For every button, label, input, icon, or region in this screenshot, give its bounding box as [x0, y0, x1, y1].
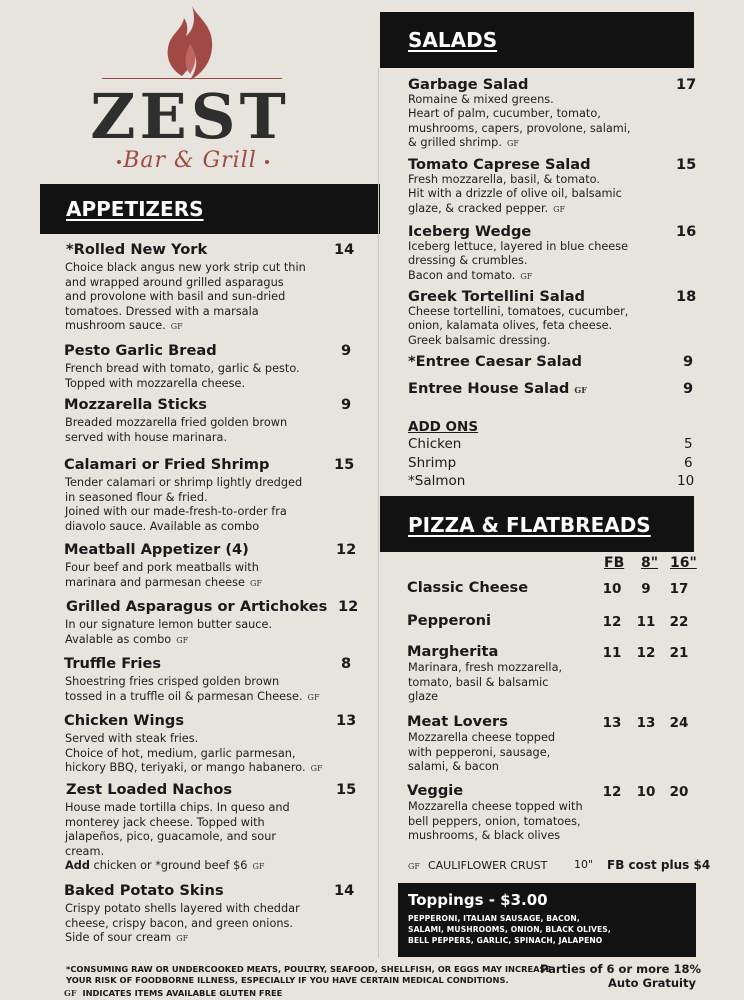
salad-desc-line: Hit with a drizzle of olive oil, balsamic	[408, 187, 622, 201]
salad-desc-line: Iceberg lettuce, layered in blue cheese	[408, 240, 629, 253]
appetizer-name: *Rolled New York	[66, 241, 208, 258]
gf-mark: GF	[520, 271, 533, 281]
appetizer-price: 12	[338, 598, 359, 615]
appetizer-desc-line: Side of sour cream GF	[65, 931, 189, 945]
appetizer-desc-line: hickory BBQ, teriyaki, or mango habanero. GF	[65, 761, 323, 775]
salad-name: *Entree Caesar Salad	[408, 353, 582, 370]
salad-desc-line: mushrooms, capers, provolone, salami,	[408, 121, 631, 135]
appetizer-price: 9	[341, 396, 352, 413]
pizza-name: Pepperoni	[407, 612, 491, 629]
appetizer-desc-line: served with house marinara.	[65, 430, 228, 444]
logo-subtitle: Bar & Grill	[123, 148, 257, 173]
appetizer-desc-line: Tender calamari or shrimp lightly dredged	[65, 476, 303, 489]
salad-name: Entree House Salad GF	[408, 380, 587, 397]
appetizer-desc-line: French bread with tomato, garlic & pesto.	[65, 362, 300, 375]
appetizer-desc-line: In our signature lemon butter sauce.	[65, 618, 273, 631]
addon-name: Shrimp	[408, 455, 457, 471]
appetizer-desc-line: Topped with mozzarella cheese.	[65, 376, 246, 390]
salad-name: Garbage Salad	[408, 76, 529, 93]
pizza-price: 12	[602, 614, 622, 630]
gf-mark: GF	[252, 862, 265, 872]
addon-bold: Add	[65, 859, 90, 873]
appetizer-price: 14	[334, 241, 355, 258]
gf-mark: GF	[249, 578, 262, 588]
addon-name: Chicken	[408, 436, 462, 452]
salad-desc-line: onion, kalamata olives, feta cheese.	[408, 319, 613, 333]
salad-price: 9	[683, 380, 694, 397]
cauliflower-size: 10"	[574, 858, 594, 871]
gf-mark: GF	[408, 862, 420, 871]
appetizer-desc-line: cheese, crispy bacon, and green onions.	[65, 916, 293, 930]
appetizer-desc-line: Crispy potato shells layered with cheddar	[65, 902, 300, 915]
pizza-desc-line: Mozzarella cheese topped with	[408, 800, 583, 813]
appetizer-desc-line: Served with steak fries.	[65, 732, 199, 745]
salad-desc-line: dressing & crumbles.	[408, 254, 528, 268]
pizza-name: Classic Cheese	[407, 579, 529, 596]
gf-mark: GF	[574, 385, 587, 395]
pizza-col-16: 16"	[670, 555, 697, 571]
appetizer-desc-line: monterey jack cheese. Topped with	[65, 815, 265, 829]
cauliflower-cost: FB cost plus $4	[607, 858, 711, 872]
salad-price: 16	[676, 223, 697, 240]
addon-price: 6	[684, 455, 693, 471]
pizza-price: 10	[636, 784, 656, 800]
appetizer-desc-line: Breaded mozzarella fried golden brown	[65, 416, 288, 429]
appetizer-desc-line: tossed in a truffle oil & parmesan Cheese. GF	[65, 689, 320, 703]
addons-title: ADD ONS	[408, 419, 479, 435]
appetizer-desc-line: marinara and parmesan cheese GF	[65, 575, 262, 589]
appetizer-desc-line: Choice black angus new york strip cut thin	[65, 261, 306, 274]
pizza-price: 13	[636, 715, 656, 731]
appetizer-name: Truffle Fries	[64, 655, 162, 672]
gf-mark: GF	[310, 764, 323, 774]
appetizer-price: 9	[341, 342, 352, 359]
gf-mark: GF	[553, 204, 566, 214]
appetizer-price: 13	[336, 712, 357, 729]
pizza-header	[380, 496, 694, 552]
toppings-line: BELL PEPPERS, GARLIC, SPINACH, JALAPENO	[408, 936, 603, 945]
salad-name: Tomato Caprese Salad	[408, 156, 591, 173]
pizza-desc-line: Mozzarella cheese topped	[408, 731, 556, 744]
toppings-title: Toppings - $3.00	[408, 891, 548, 909]
pizza-price: 20	[669, 784, 689, 800]
salad-desc-line: Cheese tortellini, tomatoes, cucumber,	[408, 305, 629, 318]
pizza-price: 12	[636, 645, 656, 661]
appetizers-title: APPETIZERS	[66, 197, 204, 221]
appetizer-desc-line: cream.	[65, 844, 105, 858]
appetizer-desc-line: Joined with our made-fresh-to-order fra	[65, 505, 287, 519]
pizza-name: Meat Lovers	[407, 713, 508, 730]
pizza-price: 10	[602, 581, 622, 597]
appetizer-price: 12	[336, 541, 357, 558]
logo-rule	[102, 78, 282, 79]
appetizer-name: Baked Potato Skins	[64, 882, 224, 899]
pizza-desc-line: Marinara, fresh mozzarella,	[408, 661, 563, 674]
appetizer-name: Pesto Garlic Bread	[64, 342, 217, 359]
cauliflower-label: CAULIFLOWER CRUST	[427, 859, 548, 872]
salad-desc-line: Greek balsamic dressing.	[408, 333, 551, 347]
toppings-line: PEPPERONI, ITALIAN SAUSAGE, BACON,	[408, 914, 580, 923]
appetizer-desc-line: mushroom sauce. GF	[65, 319, 183, 333]
appetizer-price: 15	[334, 456, 355, 473]
pizza-price: 11	[636, 614, 656, 630]
appetizer-desc-line: House made tortilla chips. In queso and	[65, 801, 290, 814]
raw-food-warning: YOUR RISK OF FOODBORNE ILLNESS, ESPECIALLY IF YOU HAVE CERTAIN MEDICAL CONDITIONS.	[66, 975, 509, 985]
pizza-col-fb: FB	[604, 555, 625, 571]
toppings-line: SALAMI, MUSHROOMS, ONION, BLACK OLIVES,	[408, 925, 611, 934]
appetizer-name: Mozzarella Sticks	[64, 396, 207, 413]
logo-wordmark: ZEST	[90, 80, 290, 153]
appetizer-desc-line: Shoestring fries crisped golden brown	[65, 675, 280, 688]
pizza-col-8: 8"	[641, 555, 659, 571]
appetizer-desc-line: jalapeños, pico, guacamole, and sour	[65, 830, 277, 844]
appetizer-price: 15	[336, 781, 357, 798]
gf-legend	[64, 988, 282, 998]
salad-desc-line: Romaine & mixed greens.	[408, 93, 554, 106]
salad-price: 15	[676, 156, 697, 173]
appetizer-desc-line: Avalable as combo GF	[65, 632, 189, 646]
pizza-desc-line: salami, & bacon	[408, 760, 499, 774]
appetizer-price: 8	[341, 655, 352, 672]
pizza-price: 12	[602, 784, 622, 800]
pizza-desc-line: bell peppers, onion, tomatoes,	[408, 814, 581, 828]
salad-name: Iceberg Wedge	[408, 223, 532, 240]
flame-logo-icon	[158, 4, 222, 84]
raw-food-warning: *CONSUMING RAW OR UNDERCOOKED MEATS, POULTRY, SEAFOOD, SHELLFISH, OR EGGS MAY INCREASE	[66, 964, 552, 974]
salad-desc-line: Heart of palm, cucumber, tomato,	[408, 107, 601, 121]
gf-mark: GF	[170, 322, 183, 332]
salads-header	[380, 12, 694, 68]
salad-desc-line: Bacon and tomato. GF	[408, 268, 533, 282]
pizza-price: 21	[669, 645, 689, 661]
salad-desc-line: Fresh mozzarella, basil, & tomato.	[408, 173, 600, 186]
gf-mark: GF	[64, 988, 77, 998]
pizza-desc-line: mushrooms, & black olives	[408, 829, 561, 843]
pizza-price: 11	[602, 645, 622, 661]
appetizer-name: Meatball Appetizer (4)	[64, 541, 249, 558]
pizza-name: Veggie	[407, 782, 464, 799]
pizza-price: 22	[669, 614, 689, 630]
gf-mark: GF	[307, 692, 320, 702]
addon-text: chicken or *ground beef $6	[89, 859, 248, 873]
appetizers-header	[40, 184, 380, 234]
pizza-price: 24	[669, 715, 689, 731]
appetizer-name: Grilled Asparagus or Artichokes	[66, 598, 328, 615]
appetizer-name: Calamari or Fried Shrimp	[64, 456, 270, 473]
pizza-desc-line: tomato, basil & balsamic	[408, 675, 549, 689]
appetizer-addon-line	[65, 859, 264, 875]
salad-desc-line: glaze, & cracked pepper. GF	[408, 201, 566, 215]
appetizer-desc-line: and wrapped around grilled asparagus	[65, 275, 284, 289]
party-gratuity: Parties of 6 or more 18%	[540, 962, 702, 976]
pizza-price: 13	[602, 715, 622, 731]
cauliflower-row	[408, 859, 547, 872]
party-gratuity: Auto Gratuity	[608, 976, 696, 990]
salad-price: 9	[683, 353, 694, 370]
column-divider	[378, 68, 379, 958]
appetizer-desc-line: tomatoes. Dressed with a marsala	[65, 304, 259, 318]
salad-desc-line: & grilled shrimp. GF	[408, 135, 519, 149]
pizza-price: 17	[669, 581, 689, 597]
salad-name: Greek Tortellini Salad	[408, 288, 586, 305]
addon-price: 10	[677, 473, 695, 489]
appetizer-price: 14	[334, 882, 355, 899]
gf-mark: GF	[176, 934, 189, 944]
pizza-desc-line: with pepperoni, sausage,	[408, 745, 551, 759]
gf-mark: GF	[176, 635, 189, 645]
addon-price: 5	[684, 436, 693, 452]
salads-title: SALADS	[408, 28, 498, 52]
addon-name: *Salmon	[408, 473, 466, 489]
appetizer-desc-line: diavolo sauce. Available as combo	[65, 519, 260, 533]
pizza-price: 9	[641, 581, 651, 597]
appetizer-desc-line: and provolone with basil and sun-dried	[65, 290, 286, 304]
appetizer-desc-line: in seasoned flour & fried.	[65, 490, 208, 504]
appetizer-name: Chicken Wings	[64, 712, 185, 729]
appetizer-desc-line: Choice of hot, medium, garlic parmesan,	[65, 746, 296, 760]
pizza-desc-line: glaze	[408, 690, 439, 704]
salad-price: 17	[676, 76, 697, 93]
appetizer-desc-line: Four beef and pork meatballs with	[65, 561, 259, 574]
pizza-title: PIZZA & FLATBREADS	[408, 513, 651, 537]
salad-price: 18	[676, 288, 697, 305]
gf-legend-text: INDICATES ITEMS AVAILABLE GLUTEN FREE	[82, 988, 283, 998]
appetizer-name: Zest Loaded Nachos	[66, 781, 233, 798]
toppings-box	[398, 883, 696, 957]
pizza-name: Margherita	[407, 643, 499, 660]
gf-mark: GF	[506, 138, 519, 148]
